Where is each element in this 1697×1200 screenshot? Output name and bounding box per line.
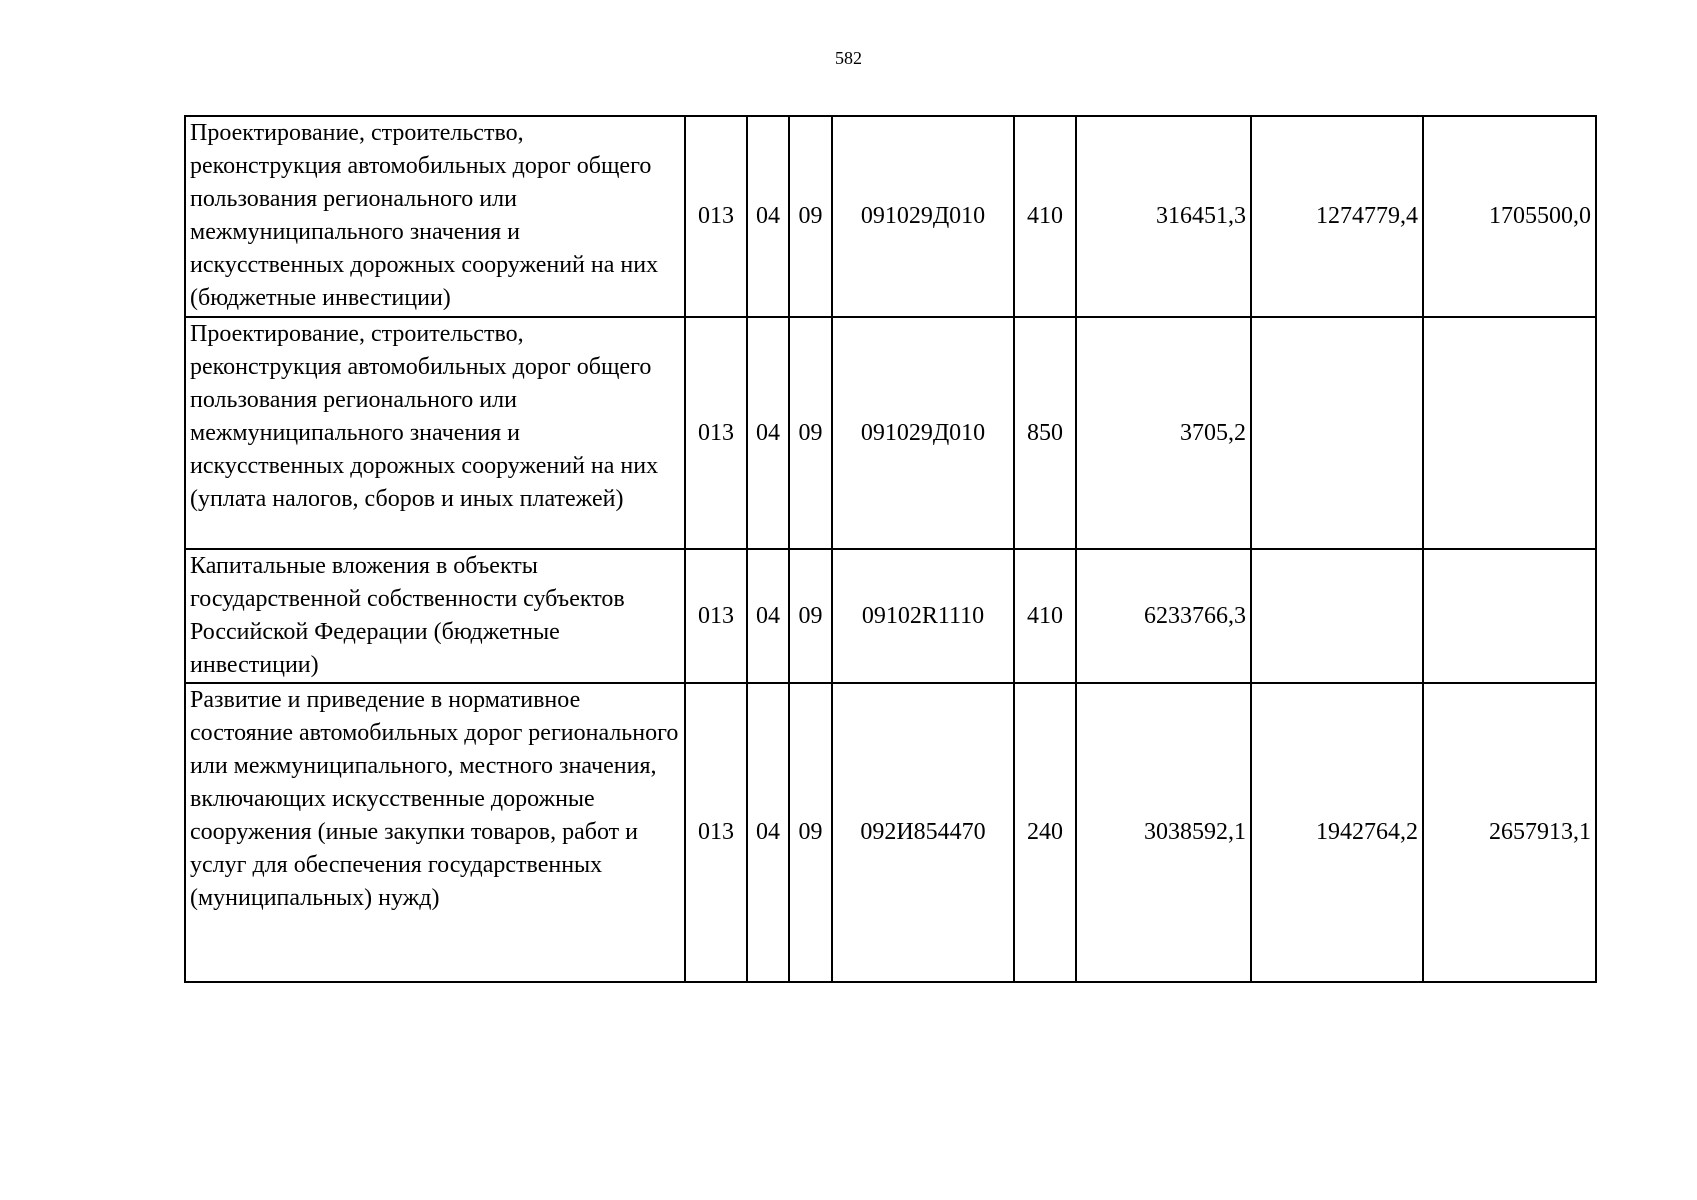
section-code-cell: 04 <box>747 116 789 317</box>
expense-type-cell: 410 <box>1014 549 1076 683</box>
target-article-cell: 091029Д010 <box>832 116 1014 317</box>
section-code-cell: 04 <box>747 549 789 683</box>
amount-2-cell: 1274779,4 <box>1251 116 1423 317</box>
section-code-cell: 04 <box>747 317 789 549</box>
table-row <box>185 549 1596 683</box>
ministry-code-cell: 013 <box>685 549 747 683</box>
amount-3-cell <box>1423 317 1596 549</box>
subsection-code-cell: 09 <box>789 549 832 683</box>
amount-2-cell: 1942764,2 <box>1251 683 1423 982</box>
amount-2-cell <box>1251 317 1423 549</box>
expense-type-cell: 410 <box>1014 116 1076 317</box>
amount-1-cell: 3705,2 <box>1076 317 1251 549</box>
amount-2-cell <box>1251 549 1423 683</box>
amount-1-cell: 6233766,3 <box>1076 549 1251 683</box>
subsection-code-cell: 09 <box>789 116 832 317</box>
description-cell: Проектирование, строительство, реконструкция автомобильных дорог общего пользования регионального или межмуниципального значения и искусственных дорожных сооружений на них (бюджетные инвестиции) <box>185 116 685 317</box>
table-row <box>185 683 1596 982</box>
expense-type-cell: 850 <box>1014 317 1076 549</box>
ministry-code-cell: 013 <box>685 317 747 549</box>
description-cell: Развитие и приведение в нормативное состояние автомобильных дорог регионального или межмуниципального, местного значения, включающих искусственные дорожные сооружения (иные закупки товаров, работ и услуг для обеспечения государственных (муниципальных) нужд) <box>185 683 685 982</box>
description-cell: Проектирование, строительство, реконструкция автомобильных дорог общего пользования регионального или межмуниципального значения и искусственных дорожных сооружений на них (уплата налогов, сборов и иных платежей) <box>185 317 685 549</box>
amount-3-cell: 2657913,1 <box>1423 683 1596 982</box>
subsection-code-cell: 09 <box>789 317 832 549</box>
amount-3-cell: 1705500,0 <box>1423 116 1596 317</box>
ministry-code-cell: 013 <box>685 116 747 317</box>
page-number: 582 <box>835 48 862 68</box>
table-row <box>185 116 1596 317</box>
target-article-cell: 091029Д010 <box>832 317 1014 549</box>
target-article-cell: 09102R1110 <box>832 549 1014 683</box>
expense-type-cell: 240 <box>1014 683 1076 982</box>
amount-1-cell: 316451,3 <box>1076 116 1251 317</box>
subsection-code-cell: 09 <box>789 683 832 982</box>
amount-1-cell: 3038592,1 <box>1076 683 1251 982</box>
description-cell: Капитальные вложения в объекты государственной собственности субъектов Российской Федерации (бюджетные инвестиции) <box>185 549 685 683</box>
amount-3-cell <box>1423 549 1596 683</box>
budget-table <box>184 115 1597 983</box>
ministry-code-cell: 013 <box>685 683 747 982</box>
section-code-cell: 04 <box>747 683 789 982</box>
target-article-cell: 092И854470 <box>832 683 1014 982</box>
table-row <box>185 317 1596 549</box>
